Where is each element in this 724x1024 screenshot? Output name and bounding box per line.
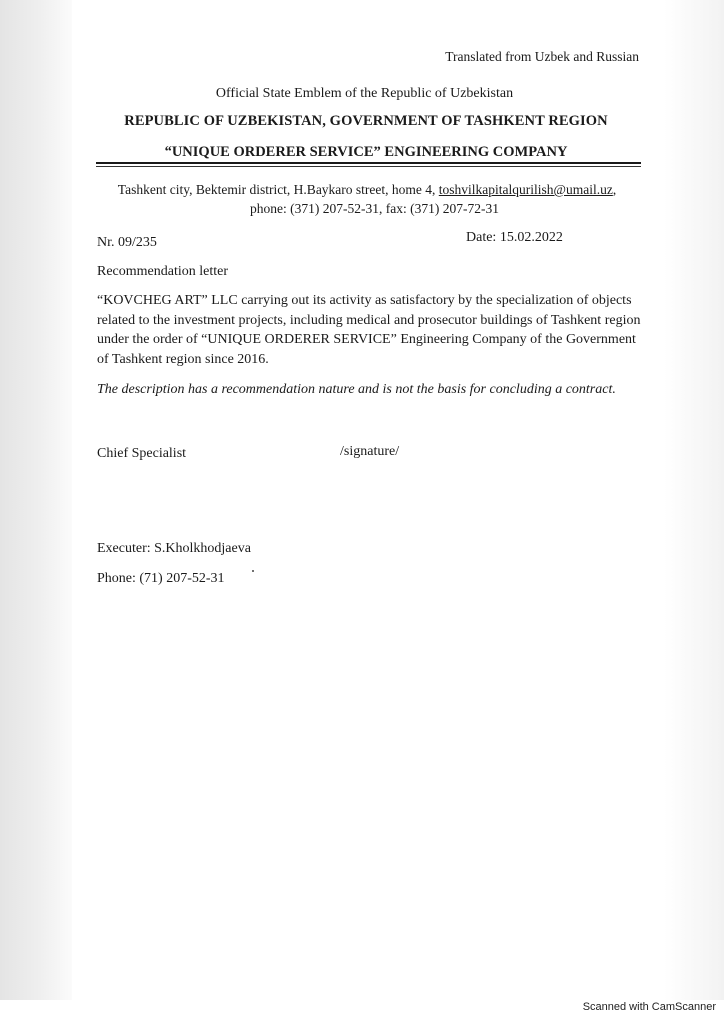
address-line: [0, 181, 724, 199]
company-heading: “UNIQUE ORDERER SERVICE” ENGINEERING COMPANY: [164, 144, 568, 160]
body-line: under the order of “UNIQUE ORDERER SERVICE” Engineering Company of the Government: [97, 332, 636, 347]
body-line: related to the investment projects, including medical and prosecutor buildings of Tashkent region: [97, 312, 641, 328]
reference-number: Nr. 09/235: [97, 235, 157, 250]
body-line: of Tashkent region since 2016.: [97, 351, 269, 367]
email-link[interactable]: toshvilkapitalqurilish@umail.uz: [438, 182, 613, 197]
address-comma: ,: [612, 182, 617, 197]
letter-date: Date: 15.02.2022: [466, 230, 563, 245]
phone-fax-line: phone: (371) 207-52-31, fax: (371) 207-72-31: [250, 201, 499, 216]
executor-phone: Phone: (71) 207-52-31: [97, 571, 225, 586]
header-rule-thick: [96, 162, 641, 164]
letter-body: [97, 291, 642, 369]
signatory-role: Chief Specialist: [97, 446, 187, 461]
body-line: “KOVCHEG ART” LLC carrying out its activity as satisfactory by the specialization of objects: [97, 293, 632, 308]
translation-note: Translated from Uzbek and Russian: [445, 49, 639, 64]
scan-speck: [252, 570, 254, 572]
header-rule-thin: [96, 166, 641, 167]
letter-title: Recommendation letter: [97, 264, 229, 279]
disclaimer-note: The description has a recommendation nature and is not the basis for concluding a contract.: [97, 382, 616, 397]
address-text: Tashkent city, Bektemir district, H.Baykaro street, home 4,: [117, 182, 439, 197]
executor-name: Executer: S.Kholkhodjaeva: [97, 541, 251, 556]
signature-placeholder: /signature/: [340, 444, 400, 459]
government-heading: REPUBLIC OF UZBEKISTAN, GOVERNMENT OF TASHKENT REGION: [124, 113, 608, 129]
scanner-watermark: Scanned with CamScanner: [582, 1001, 716, 1013]
emblem-line: Official State Emblem of the Republic of Uzbekistan: [215, 86, 514, 101]
